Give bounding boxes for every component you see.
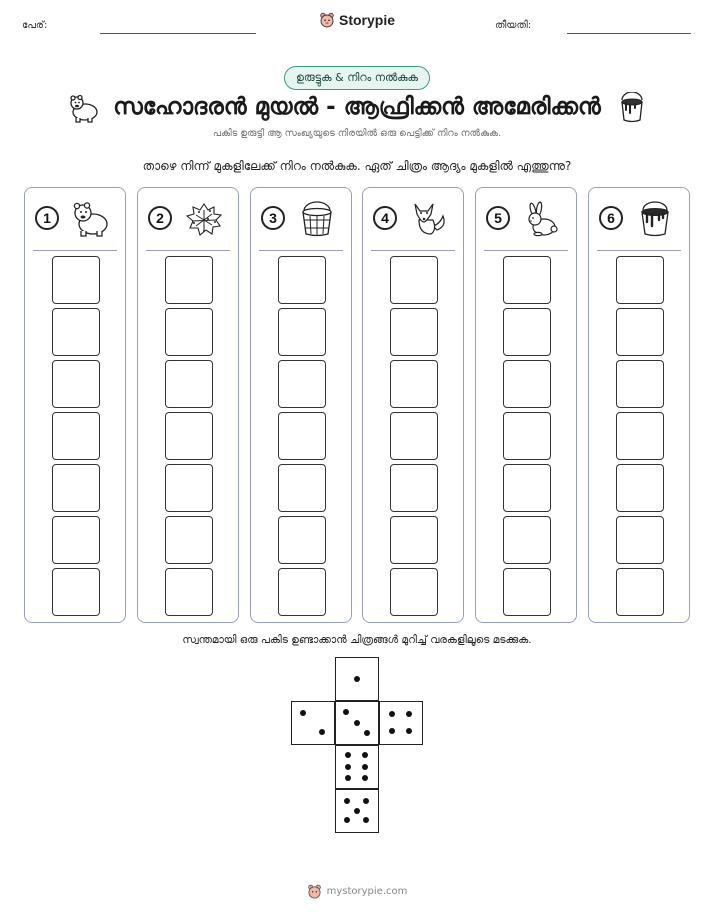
color-box-3[interactable] [503,464,551,512]
column-number: 1 [35,206,59,230]
color-box-6[interactable] [390,308,438,356]
die-pip [362,752,368,758]
column-6 [588,187,690,623]
color-box-3[interactable] [165,464,213,512]
die-face-3 [335,701,379,745]
die-pip [345,752,351,758]
color-box-5[interactable] [165,360,213,408]
color-box-7[interactable] [616,256,664,304]
color-box-2[interactable] [52,516,100,564]
die-pip [389,728,395,734]
color-box-1[interactable] [390,568,438,616]
die-face-6 [335,745,379,789]
die-pip [406,711,412,717]
die-pip [362,775,368,781]
color-box-6[interactable] [616,308,664,356]
color-box-2[interactable] [278,516,326,564]
column-header [261,198,341,238]
die-pip [363,798,369,804]
color-box-2[interactable] [390,516,438,564]
column-header [486,198,566,238]
instruction: താഴെ നിന്ന് മുകളിലേക്ക് നിറം നൽകുക. ഏത് ചിത്രം ആദ്യം മുകളിൽ എത്തുന്നു? [142,159,572,173]
column-divider [33,250,117,251]
date-label: തീയതി: [495,20,532,31]
page-title: സഹോദരൻ മുയൽ - ആഫ്രിക്കൻ അമേരിക്കൻ [113,94,601,120]
color-box-6[interactable] [165,308,213,356]
color-box-7[interactable] [165,256,213,304]
column-number: 5 [486,206,510,230]
column-header [35,198,115,238]
color-box-5[interactable] [278,360,326,408]
storypie-mascot-icon [319,12,335,28]
fox-icon [409,200,449,238]
die-pip [354,808,360,814]
die-pip [354,720,360,726]
column-number: 2 [148,206,172,230]
color-box-2[interactable] [616,516,664,564]
tar-bucket-icon [635,200,675,238]
bear-icon [71,200,111,238]
die-pip [364,730,370,736]
die-pip [345,764,351,770]
color-box-1[interactable] [165,568,213,616]
title-row [0,90,714,126]
die-face-5 [335,789,379,833]
name-line [100,33,256,34]
color-box-6[interactable] [278,308,326,356]
column-4 [362,187,464,623]
column-header [148,198,228,238]
column-number: 6 [599,206,623,230]
column-5 [475,187,577,623]
die-pip [363,817,369,823]
die-pip [344,798,350,804]
column-divider [484,250,568,251]
column-1 [24,187,126,623]
color-box-4[interactable] [390,412,438,460]
column-2 [137,187,239,623]
die-face-2 [291,701,335,745]
column-number: 3 [261,206,285,230]
rabbit-icon [522,200,562,238]
color-box-3[interactable] [616,464,664,512]
die-face-1 [335,657,379,701]
color-box-6[interactable] [503,308,551,356]
die-pip [300,710,306,716]
column-divider [597,250,681,251]
name-label: പേര്: [22,20,48,31]
column-3 [250,187,352,623]
color-box-4[interactable] [616,412,664,460]
color-box-2[interactable] [165,516,213,564]
activity-tag [284,66,430,90]
color-box-3[interactable] [52,464,100,512]
die-pip [389,711,395,717]
color-box-1[interactable] [616,568,664,616]
footer [0,884,714,899]
color-box-6[interactable] [52,308,100,356]
color-box-3[interactable] [278,464,326,512]
column-divider [146,250,230,251]
footer-url: mystorypie.com [326,886,408,897]
color-box-1[interactable] [503,568,551,616]
color-box-5[interactable] [503,360,551,408]
bucket-icon [297,200,337,238]
date-line [567,33,691,34]
column-header [373,198,453,238]
fold-instruction: സ്വന്തമായി ഒരു പകിട ഉണ്ടാക്കാൻ ചിത്രങ്ങൾ മുറിച്ച് വരകളിലൂടെ മടക്കുക. [182,634,532,646]
color-box-2[interactable] [503,516,551,564]
column-divider [259,250,343,251]
die-pip [344,817,350,823]
tar-bucket-icon [618,92,646,124]
die-pip [354,676,360,682]
brand-logo [0,12,714,28]
color-box-4[interactable] [165,412,213,460]
brand-name: Storypie [338,12,395,28]
color-box-4[interactable] [278,412,326,460]
activity-tag-label: ഉരുട്ടുക & നിറം നൽകുക [295,71,419,84]
color-box-4[interactable] [503,412,551,460]
color-box-5[interactable] [52,360,100,408]
subtitle: പകിട ഉരുട്ടി ആ സംഖ്യയുടെ നിരയിൽ ഒരു പെട്ടിക്ക് നിറം നൽകുക. [212,128,502,139]
color-box-5[interactable] [616,360,664,408]
column-number: 4 [373,206,397,230]
color-box-3[interactable] [390,464,438,512]
color-box-7[interactable] [278,256,326,304]
storypie-mascot-icon [307,884,322,899]
color-box-7[interactable] [52,256,100,304]
color-box-1[interactable] [278,568,326,616]
bear-icon [68,92,100,124]
die-pip [406,728,412,734]
die-pip [362,764,368,770]
die-pip [345,775,351,781]
color-box-4[interactable] [52,412,100,460]
column-divider [371,250,455,251]
die-face-4 [379,701,423,745]
color-box-7[interactable] [503,256,551,304]
die-pip [319,729,325,735]
color-box-1[interactable] [52,568,100,616]
column-header [599,198,679,238]
color-box-5[interactable] [390,360,438,408]
color-box-7[interactable] [390,256,438,304]
die-pip [343,709,349,715]
bramble-bush-icon [184,200,224,238]
